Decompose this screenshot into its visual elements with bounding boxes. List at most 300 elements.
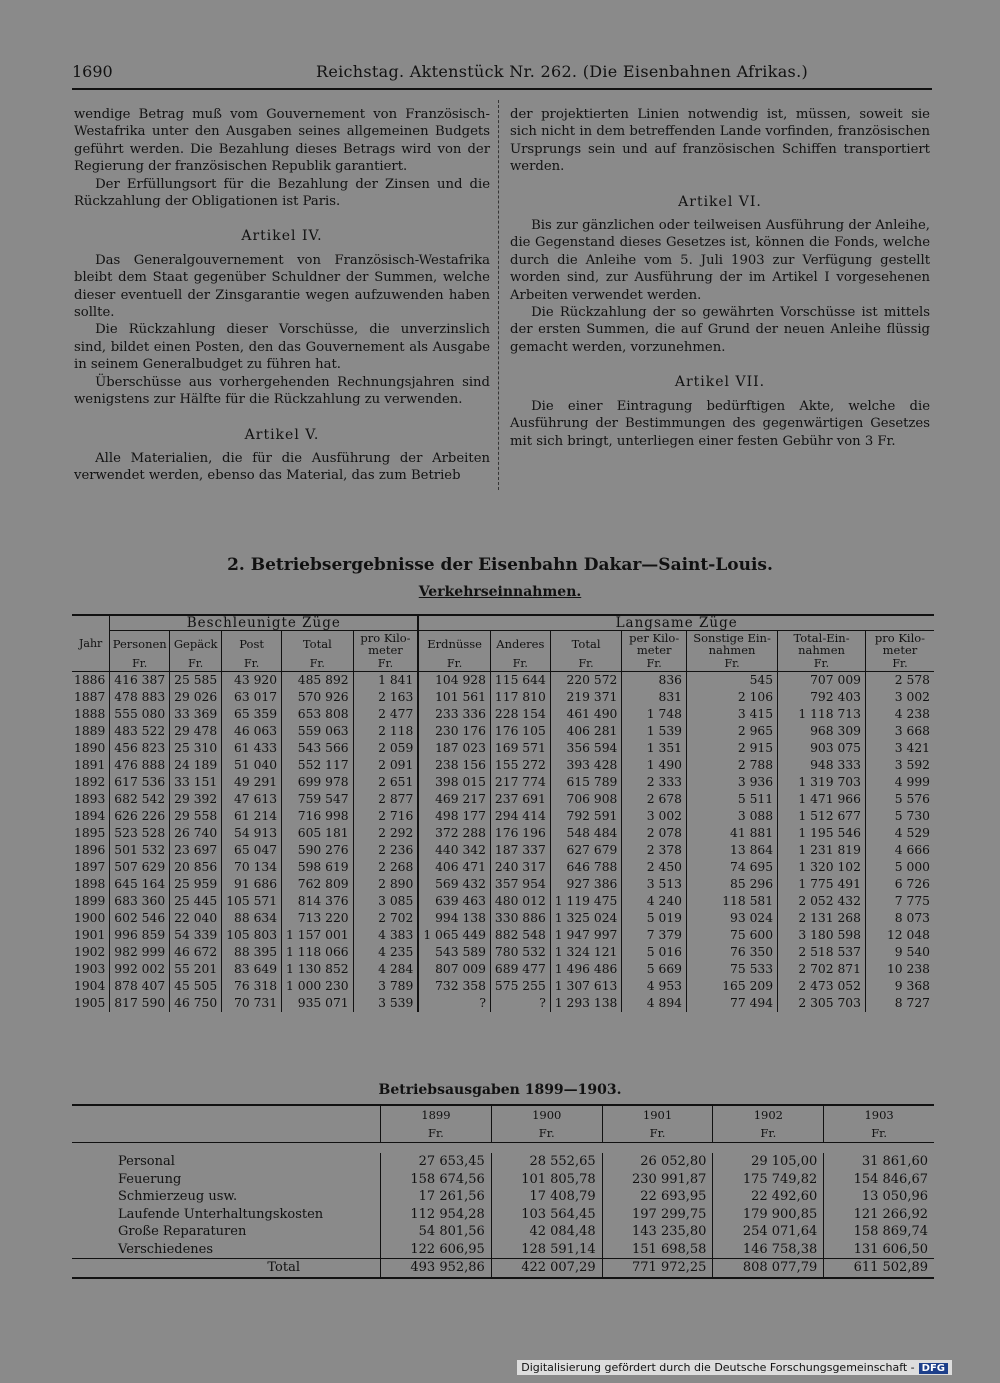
value-cell: 3 539 xyxy=(353,995,418,1012)
table-row xyxy=(72,1241,934,1259)
value-cell: 982 999 xyxy=(110,944,170,961)
digitization-credit xyxy=(517,1360,952,1375)
value-cell: 54 801,56 xyxy=(381,1223,492,1241)
value-cell: 75 533 xyxy=(687,961,778,978)
value-cell: 103 564,45 xyxy=(491,1206,602,1224)
value-cell: 122 606,95 xyxy=(381,1241,492,1259)
value-cell: 831 xyxy=(622,689,687,706)
value-cell: 1 231 819 xyxy=(778,842,866,859)
value-cell: 2 678 xyxy=(622,791,687,808)
value-cell: 2 305 703 xyxy=(778,995,866,1012)
row-label: Laufende Unterhaltungskosten xyxy=(118,1206,324,1222)
table-row xyxy=(72,808,934,825)
value-cell: 121 266,92 xyxy=(824,1206,934,1224)
year-cell: 1902 xyxy=(74,945,106,959)
table-row xyxy=(72,927,934,944)
value-cell: 372 288 xyxy=(418,825,490,842)
value-cell: 330 886 xyxy=(490,910,550,927)
table-row xyxy=(72,757,934,774)
unit-label: Fr. xyxy=(687,657,778,672)
value-cell: 128 591,14 xyxy=(491,1241,602,1259)
unit-label: Fr. xyxy=(490,657,550,672)
unit-label: Fr. xyxy=(602,1124,713,1143)
table1-title: Verkehrseinnahmen. xyxy=(418,584,582,600)
value-cell: 1 496 486 xyxy=(550,961,622,978)
table-row xyxy=(72,893,934,910)
value-cell: 85 296 xyxy=(687,876,778,893)
value-cell: 75 600 xyxy=(687,927,778,944)
unit-label: Fr. xyxy=(110,657,170,672)
value-cell: 4 894 xyxy=(622,995,687,1012)
unit-label: Fr. xyxy=(778,657,866,672)
value-cell: 1 490 xyxy=(622,757,687,774)
value-cell: ? xyxy=(418,995,490,1012)
value-cell: 13 864 xyxy=(687,842,778,859)
value-cell: 5 000 xyxy=(865,859,934,876)
value-cell: 25 445 xyxy=(170,893,222,910)
value-cell: 461 490 xyxy=(550,706,622,723)
running-title: Reichstag. Aktenstück Nr. 262. (Die Eisenbahnen Afrikas.) xyxy=(315,62,808,81)
value-cell: 1 319 703 xyxy=(778,774,866,791)
value-cell: 507 629 xyxy=(110,859,170,876)
year-cell: 1899 xyxy=(74,894,106,908)
value-cell: 254 071,64 xyxy=(713,1223,824,1241)
value-cell: 548 484 xyxy=(550,825,622,842)
value-cell: 882 548 xyxy=(490,927,550,944)
value-cell: 12 048 xyxy=(865,927,934,944)
value-cell: 1 130 852 xyxy=(282,961,354,978)
value-cell: 645 164 xyxy=(110,876,170,893)
year-cell: 1887 xyxy=(74,690,106,704)
value-cell: 3 592 xyxy=(865,757,934,774)
value-cell: 77 494 xyxy=(687,995,778,1012)
value-cell: 26 740 xyxy=(170,825,222,842)
value-cell: 543 589 xyxy=(418,944,490,961)
value-cell: 33 369 xyxy=(170,706,222,723)
value-cell: 2 052 432 xyxy=(778,893,866,910)
value-cell: 483 522 xyxy=(110,723,170,740)
value-cell: 2 378 xyxy=(622,842,687,859)
value-cell: 46 672 xyxy=(170,944,222,961)
value-cell: 294 414 xyxy=(490,808,550,825)
value-cell: 240 317 xyxy=(490,859,550,876)
unit-label: Fr. xyxy=(170,657,222,672)
unit-label: Fr. xyxy=(491,1124,602,1143)
value-cell: 639 463 xyxy=(418,893,490,910)
table-row xyxy=(72,1188,934,1206)
year-header: 1902 xyxy=(713,1105,824,1124)
value-cell: 91 686 xyxy=(222,876,282,893)
column-header: Sonstige Ein-nahmen xyxy=(687,631,778,658)
value-cell: 233 336 xyxy=(418,706,490,723)
value-cell: 3 415 xyxy=(687,706,778,723)
column-header: Post xyxy=(222,631,282,658)
value-cell: 2 578 xyxy=(865,672,934,690)
value-cell: 996 859 xyxy=(110,927,170,944)
column-separator xyxy=(498,100,499,490)
value-cell: 836 xyxy=(622,672,687,690)
value-cell: 154 846,67 xyxy=(824,1171,934,1189)
unit-label: Fr. xyxy=(824,1124,934,1143)
total-cell: 808 077,79 xyxy=(713,1259,824,1278)
year-cell: 1897 xyxy=(74,860,106,874)
value-cell: 903 075 xyxy=(778,740,866,757)
year-cell: 1894 xyxy=(74,809,106,823)
table-row xyxy=(72,961,934,978)
value-cell: 65 359 xyxy=(222,706,282,723)
value-cell: 1 775 491 xyxy=(778,876,866,893)
total-cell: 422 007,29 xyxy=(491,1259,602,1278)
value-cell: 2 163 xyxy=(353,689,418,706)
value-cell: 2 059 xyxy=(353,740,418,757)
value-cell: 3 085 xyxy=(353,893,418,910)
value-cell: 2 268 xyxy=(353,859,418,876)
column-header: Total xyxy=(282,631,354,658)
article-heading: Artikel IV. xyxy=(241,228,323,245)
value-cell: 4 284 xyxy=(353,961,418,978)
year-header: 1901 xyxy=(602,1105,713,1124)
value-cell: 617 536 xyxy=(110,774,170,791)
value-cell: 707 009 xyxy=(778,672,866,690)
table-row xyxy=(72,910,934,927)
value-cell: 104 928 xyxy=(418,672,490,690)
value-cell: 41 881 xyxy=(687,825,778,842)
value-cell: 117 810 xyxy=(490,689,550,706)
paragraph: der projektierten Linien notwendig ist, müssen, soweit sie sich nicht in dem betreffenden Lande vorfinden, französischen Ursprungs sein und auf französischen Schiffen transportiert werden. xyxy=(510,107,930,175)
value-cell: 2 236 xyxy=(353,842,418,859)
value-cell: 406 281 xyxy=(550,723,622,740)
year-cell: 1893 xyxy=(74,792,106,806)
value-cell: 1 947 997 xyxy=(550,927,622,944)
value-cell: 17 261,56 xyxy=(381,1188,492,1206)
unit-label: Fr. xyxy=(418,657,490,672)
value-cell: 29 026 xyxy=(170,689,222,706)
unit-label: Fr. xyxy=(381,1124,492,1143)
value-cell: 219 371 xyxy=(550,689,622,706)
page-header xyxy=(72,62,932,86)
value-cell: 70 731 xyxy=(222,995,282,1012)
table-row xyxy=(72,689,934,706)
value-cell: 627 679 xyxy=(550,842,622,859)
value-cell: 792 591 xyxy=(550,808,622,825)
year-cell: 1903 xyxy=(74,962,106,976)
value-cell: 683 360 xyxy=(110,893,170,910)
value-cell: 24 189 xyxy=(170,757,222,774)
year-cell: 1889 xyxy=(74,724,106,738)
value-cell: 3 180 598 xyxy=(778,927,866,944)
value-cell: 935 071 xyxy=(282,995,354,1012)
value-cell: 4 999 xyxy=(865,774,934,791)
expenses-table xyxy=(72,1104,934,1279)
value-cell: 3 789 xyxy=(353,978,418,995)
year-cell: 1891 xyxy=(74,758,106,772)
value-cell: 716 998 xyxy=(282,808,354,825)
value-cell: 398 015 xyxy=(418,774,490,791)
unit-label: Fr. xyxy=(353,657,418,672)
value-cell: 29 558 xyxy=(170,808,222,825)
value-cell: 2 333 xyxy=(622,774,687,791)
value-cell: 65 047 xyxy=(222,842,282,859)
column-header: pro Kilo-meter xyxy=(353,631,418,658)
article-heading: Artikel V. xyxy=(244,426,320,443)
value-cell: 54 339 xyxy=(170,927,222,944)
value-cell: 689 477 xyxy=(490,961,550,978)
value-cell: 1 351 xyxy=(622,740,687,757)
value-cell: 197 299,75 xyxy=(602,1206,713,1224)
value-cell: 4 529 xyxy=(865,825,934,842)
year-cell: 1901 xyxy=(74,928,106,942)
value-cell: 817 590 xyxy=(110,995,170,1012)
value-cell: 1 512 677 xyxy=(778,808,866,825)
value-cell: 552 117 xyxy=(282,757,354,774)
value-cell: 74 695 xyxy=(687,859,778,876)
value-cell: 478 883 xyxy=(110,689,170,706)
value-cell: 2 788 xyxy=(687,757,778,774)
value-cell: 25 959 xyxy=(170,876,222,893)
value-cell: 20 856 xyxy=(170,859,222,876)
value-cell: 1 325 024 xyxy=(550,910,622,927)
value-cell: 2 518 537 xyxy=(778,944,866,961)
value-cell: 4 383 xyxy=(353,927,418,944)
value-cell: 112 954,28 xyxy=(381,1206,492,1224)
table-row xyxy=(72,706,934,723)
table-row xyxy=(72,723,934,740)
value-cell: 22 040 xyxy=(170,910,222,927)
value-cell: 416 387 xyxy=(110,672,170,690)
value-cell: 3 002 xyxy=(622,808,687,825)
value-cell: 176 105 xyxy=(490,723,550,740)
value-cell: 158 674,56 xyxy=(381,1171,492,1189)
year-header: 1900 xyxy=(491,1105,602,1124)
year-cell: 1895 xyxy=(74,826,106,840)
unit-label: Fr. xyxy=(713,1124,824,1143)
paragraph: Die einer Eintragung bedürftigen Akte, welche die Ausführung der Bestimmungen des gegenwärtigen Gesetzes mit sich bringt, unterliegen einer festen Gebühr von 3 Fr. xyxy=(510,398,930,449)
value-cell: 5 019 xyxy=(622,910,687,927)
value-cell: 968 309 xyxy=(778,723,866,740)
year-cell: 1905 xyxy=(74,996,106,1010)
table-row xyxy=(72,1171,934,1189)
unit-label: Fr. xyxy=(622,657,687,672)
table-row xyxy=(72,978,934,995)
article-heading: Artikel VI. xyxy=(678,193,762,210)
value-cell: 682 542 xyxy=(110,791,170,808)
year-header: Jahr xyxy=(78,636,103,650)
value-cell: 440 342 xyxy=(418,842,490,859)
value-cell: 626 226 xyxy=(110,808,170,825)
value-cell: 88 634 xyxy=(222,910,282,927)
value-cell: 29 105,00 xyxy=(713,1153,824,1171)
paragraph: Alle Materialien, die für die Ausführung der Arbeiten verwendet werden, ebenso das Material, das zum Betrieb xyxy=(74,450,490,484)
value-cell: 469 217 xyxy=(418,791,490,808)
value-cell: 1 119 475 xyxy=(550,893,622,910)
paragraph: Der Erfüllungsort für die Bezahlung der Zinsen und die Rückzahlung der Obligationen ist Paris. xyxy=(74,176,490,210)
value-cell: 176 196 xyxy=(490,825,550,842)
value-cell: 83 649 xyxy=(222,961,282,978)
value-cell: 9 368 xyxy=(865,978,934,995)
value-cell: 602 546 xyxy=(110,910,170,927)
column-header: Gepäck xyxy=(170,631,222,658)
value-cell: 3 002 xyxy=(865,689,934,706)
paragraph: Das Generalgouvernement von Französisch-Westafrika bleibt dem Staat gegenüber Schuldner der Summen, welche dieser eventuell der Zinsgarantie wegen aufzuwenden haben sollte. xyxy=(74,252,490,321)
total-cell: 493 952,86 xyxy=(381,1259,492,1278)
table-row xyxy=(72,842,934,859)
value-cell: 1 320 102 xyxy=(778,859,866,876)
value-cell: ? xyxy=(490,995,550,1012)
value-cell: 217 774 xyxy=(490,774,550,791)
section-title: 2. Betriebsergebnisse der Eisenbahn Dakar—Saint-Louis. xyxy=(227,555,773,575)
right-text-column xyxy=(510,106,930,450)
value-cell: 179 900,85 xyxy=(713,1206,824,1224)
value-cell: 61 214 xyxy=(222,808,282,825)
value-cell: 238 156 xyxy=(418,757,490,774)
value-cell: 3 936 xyxy=(687,774,778,791)
value-cell: 3 088 xyxy=(687,808,778,825)
value-cell: 25 585 xyxy=(170,672,222,690)
value-cell: 237 691 xyxy=(490,791,550,808)
column-header: Erdnüsse xyxy=(418,631,490,658)
table2-title: Betriebsausgaben 1899—1903. xyxy=(378,1082,622,1098)
row-label: Verschiedenes xyxy=(118,1241,214,1257)
value-cell: 105 803 xyxy=(222,927,282,944)
year-cell: 1886 xyxy=(74,673,106,687)
value-cell: 646 788 xyxy=(550,859,622,876)
value-cell: 5 511 xyxy=(687,791,778,808)
value-cell: 3 421 xyxy=(865,740,934,757)
value-cell: 29 478 xyxy=(170,723,222,740)
value-cell: 1 157 001 xyxy=(282,927,354,944)
value-cell: 26 052,80 xyxy=(602,1153,713,1171)
value-cell: 523 528 xyxy=(110,825,170,842)
unit-label: Fr. xyxy=(222,657,282,672)
unit-label: Fr. xyxy=(865,657,934,672)
year-cell: 1900 xyxy=(74,911,106,925)
unit-label: Fr. xyxy=(550,657,622,672)
fast-trains-header: Beschleunigte Züge xyxy=(110,615,419,631)
table-row xyxy=(72,825,934,842)
value-cell: 88 395 xyxy=(222,944,282,961)
value-cell: 762 809 xyxy=(282,876,354,893)
value-cell: 165 209 xyxy=(687,978,778,995)
value-cell: 46 750 xyxy=(170,995,222,1012)
value-cell: 27 653,45 xyxy=(381,1153,492,1171)
value-cell: 175 749,82 xyxy=(713,1171,824,1189)
value-cell: 63 017 xyxy=(222,689,282,706)
value-cell: 118 581 xyxy=(687,893,778,910)
value-cell: 17 408,79 xyxy=(491,1188,602,1206)
table-row xyxy=(72,859,934,876)
value-cell: 187 337 xyxy=(490,842,550,859)
table-row xyxy=(72,740,934,757)
table-row xyxy=(72,995,934,1012)
value-cell: 6 726 xyxy=(865,876,934,893)
year-header: 1899 xyxy=(381,1105,492,1124)
value-cell: 4 953 xyxy=(622,978,687,995)
value-cell: 49 291 xyxy=(222,774,282,791)
paragraph: Die Rückzahlung dieser Vorschüsse, die unverzinslich sind, bildet einen Posten, den das Gouvernement als Ausgabe in seinem Generalbudget zu führen hat. xyxy=(74,322,490,373)
value-cell: 13 050,96 xyxy=(824,1188,934,1206)
value-cell: 699 978 xyxy=(282,774,354,791)
unit-label: Fr. xyxy=(282,657,354,672)
value-cell: 76 318 xyxy=(222,978,282,995)
value-cell: 46 063 xyxy=(222,723,282,740)
value-cell: 8 727 xyxy=(865,995,934,1012)
header-rule xyxy=(72,88,932,90)
total-row xyxy=(72,1259,934,1278)
value-cell: 2 118 xyxy=(353,723,418,740)
year-cell: 1888 xyxy=(74,707,106,721)
value-cell: 4 238 xyxy=(865,706,934,723)
table-row xyxy=(72,1206,934,1224)
value-cell: 2 473 052 xyxy=(778,978,866,995)
value-cell: 4 235 xyxy=(353,944,418,961)
table-row xyxy=(72,774,934,791)
value-cell: 570 926 xyxy=(282,689,354,706)
article-heading: Artikel VII. xyxy=(674,374,766,391)
row-label: Personal xyxy=(118,1154,175,1169)
value-cell: 713 220 xyxy=(282,910,354,927)
value-cell: 1 293 138 xyxy=(550,995,622,1012)
value-cell: 29 392 xyxy=(170,791,222,808)
value-cell: 45 505 xyxy=(170,978,222,995)
value-cell: 55 201 xyxy=(170,961,222,978)
value-cell: 5 016 xyxy=(622,944,687,961)
paragraph: Überschüsse aus vorhergehenden Rechnungsjahren sind wenigstens zur Hälfte für die Rückzahlung zu verwenden. xyxy=(74,374,490,408)
value-cell: 545 xyxy=(687,672,778,690)
value-cell: 115 644 xyxy=(490,672,550,690)
page-number: 1690 xyxy=(72,62,113,81)
value-cell: 76 350 xyxy=(687,944,778,961)
value-cell: 994 138 xyxy=(418,910,490,927)
value-cell: 948 333 xyxy=(778,757,866,774)
value-cell: 187 023 xyxy=(418,740,490,757)
value-cell: 992 002 xyxy=(110,961,170,978)
value-cell: 559 063 xyxy=(282,723,354,740)
year-cell: 1904 xyxy=(74,979,106,993)
value-cell: 653 808 xyxy=(282,706,354,723)
value-cell: 169 571 xyxy=(490,740,550,757)
value-cell: 3 513 xyxy=(622,876,687,893)
value-cell: 2 651 xyxy=(353,774,418,791)
value-cell: 1 307 613 xyxy=(550,978,622,995)
value-cell: 10 238 xyxy=(865,961,934,978)
column-header: per Kilo-meter xyxy=(622,631,687,658)
table-row xyxy=(72,791,934,808)
value-cell: 732 358 xyxy=(418,978,490,995)
value-cell: 2 965 xyxy=(687,723,778,740)
column-header: Total-Ein-nahmen xyxy=(778,631,866,658)
value-cell: 31 861,60 xyxy=(824,1153,934,1171)
value-cell: 3 668 xyxy=(865,723,934,740)
value-cell: 4 666 xyxy=(865,842,934,859)
value-cell: 2 716 xyxy=(353,808,418,825)
value-cell: 615 789 xyxy=(550,774,622,791)
value-cell: 101 561 xyxy=(418,689,490,706)
dfg-logo: DFG xyxy=(919,1363,948,1374)
value-cell: 2 106 xyxy=(687,689,778,706)
value-cell: 155 272 xyxy=(490,757,550,774)
value-cell: 759 547 xyxy=(282,791,354,808)
value-cell: 2 078 xyxy=(622,825,687,842)
value-cell: 2 131 268 xyxy=(778,910,866,927)
row-label: Große Reparaturen xyxy=(118,1224,247,1239)
value-cell: 93 024 xyxy=(687,910,778,927)
value-cell: 8 073 xyxy=(865,910,934,927)
value-cell: 7 775 xyxy=(865,893,934,910)
table-row xyxy=(72,1153,934,1171)
value-cell: 23 697 xyxy=(170,842,222,859)
year-cell: 1896 xyxy=(74,843,106,857)
value-cell: 131 606,50 xyxy=(824,1241,934,1259)
